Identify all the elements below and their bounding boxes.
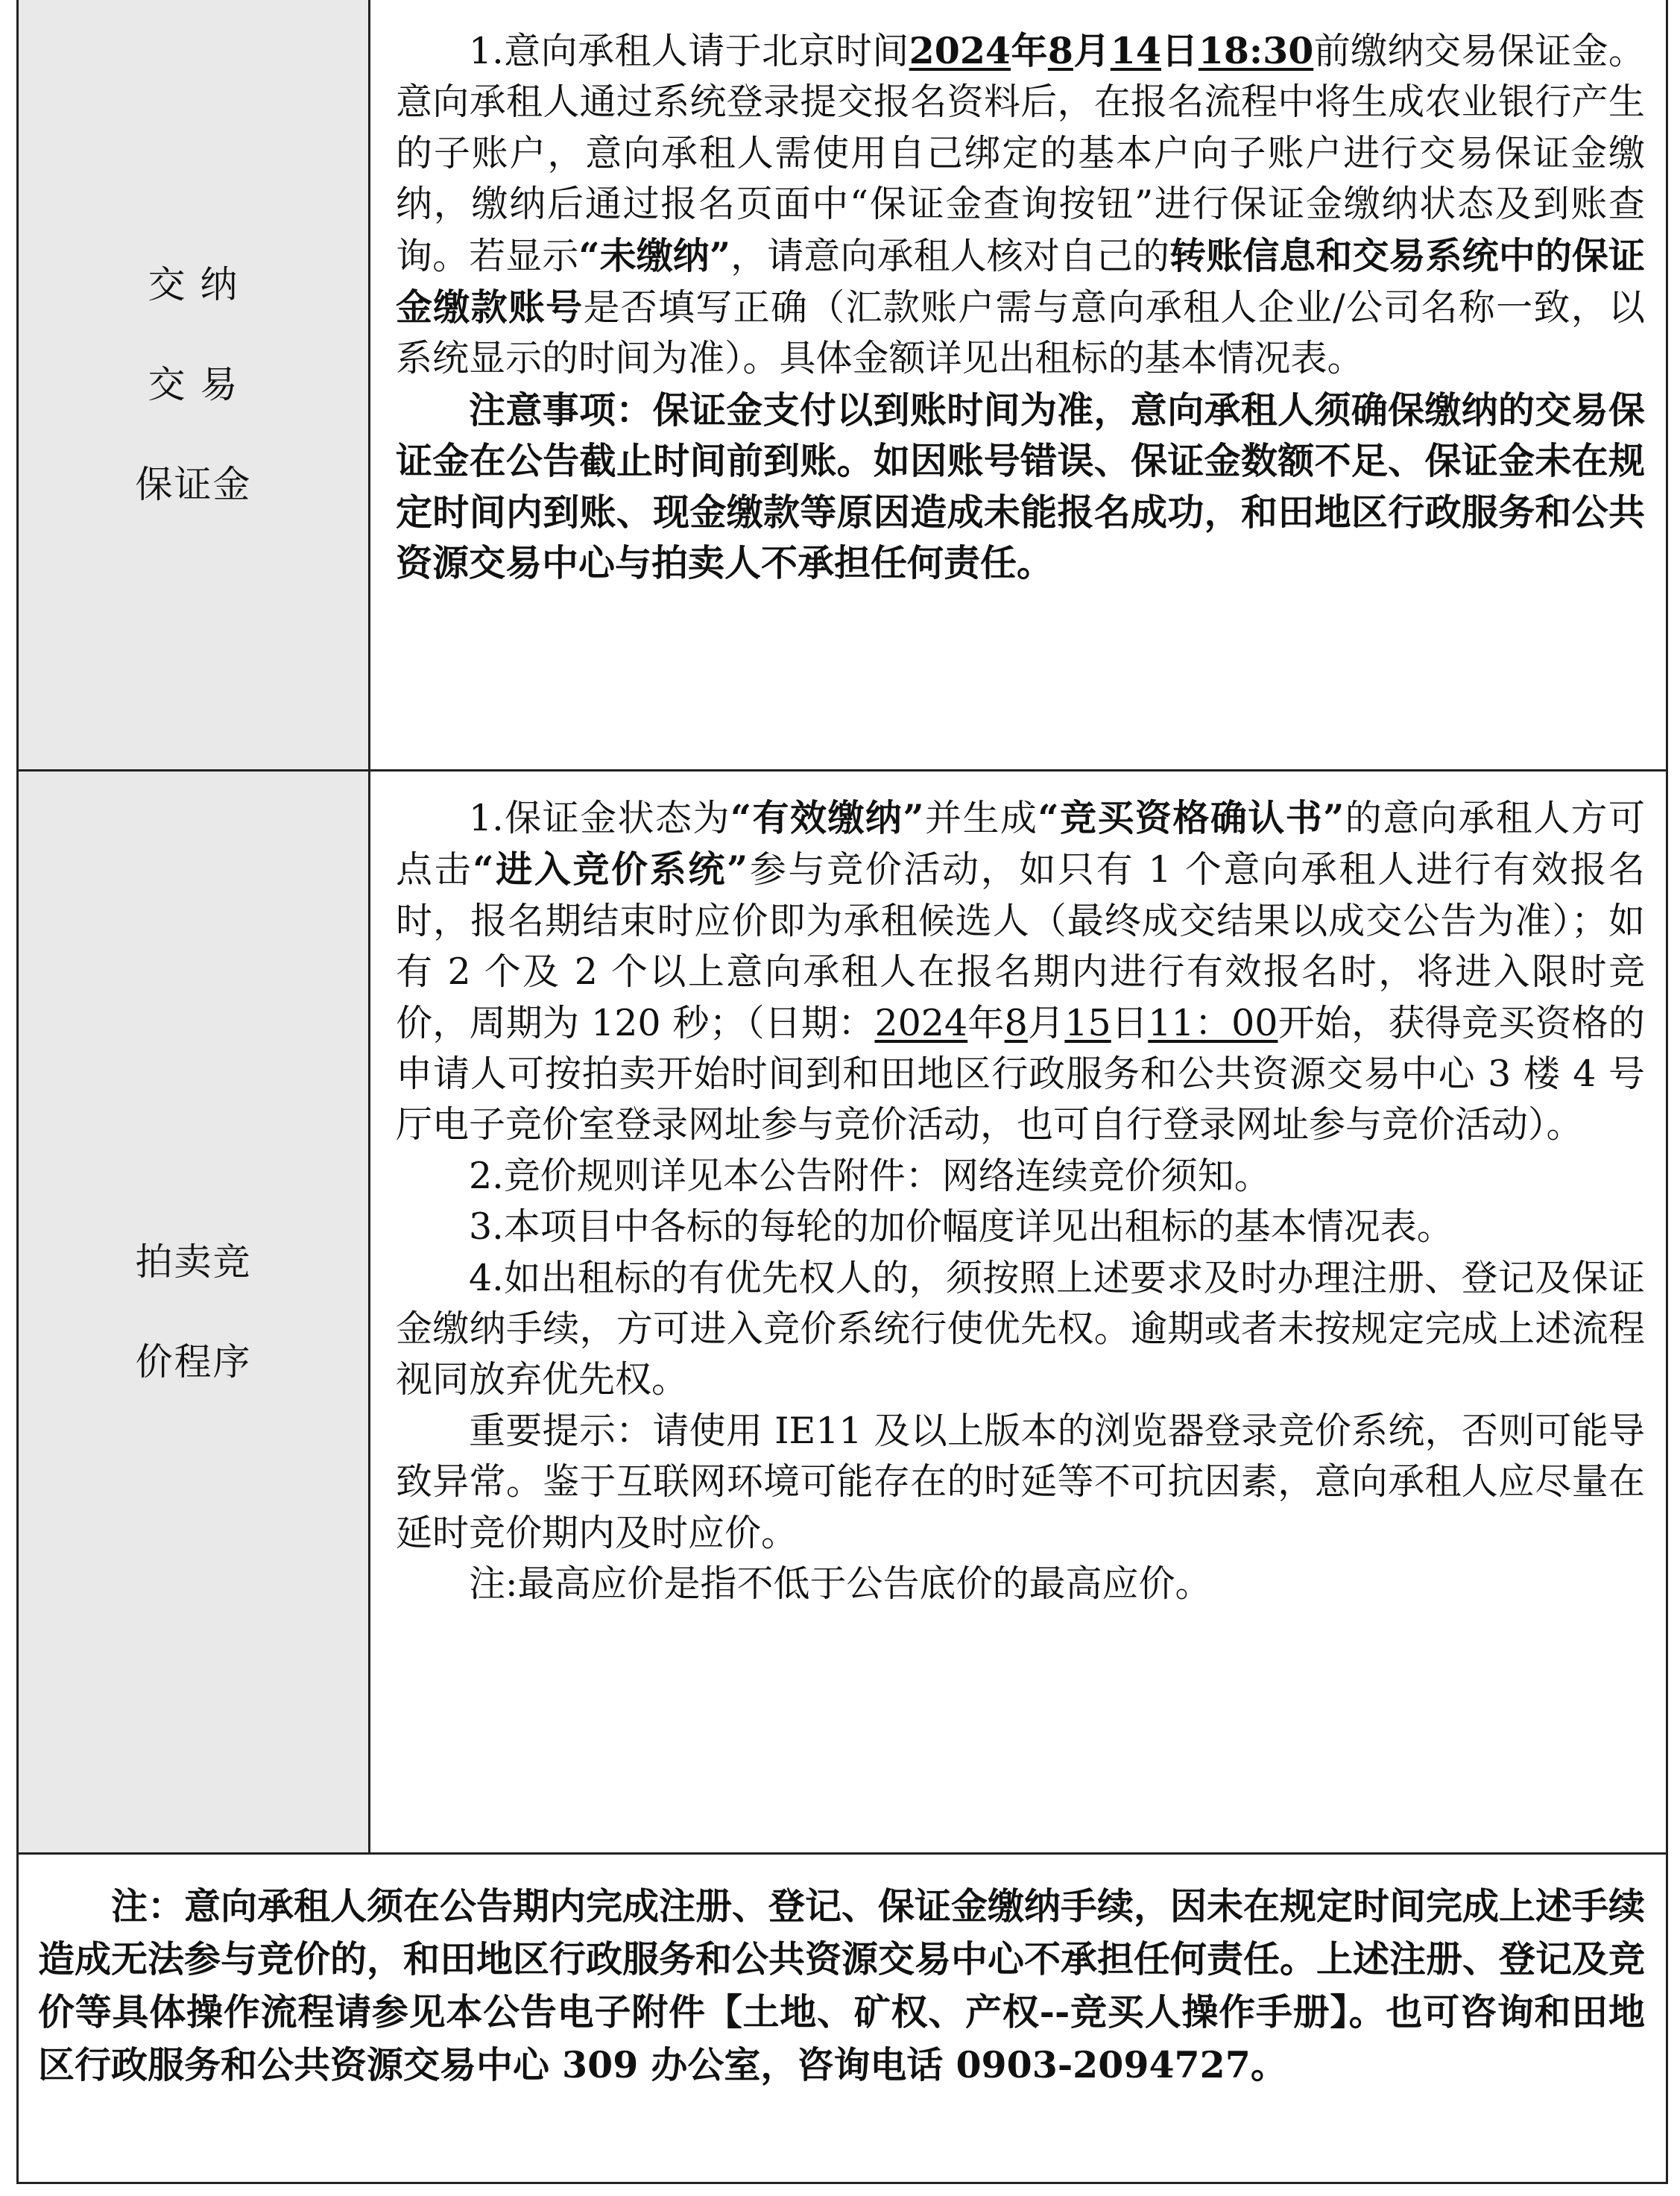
deadline-month-unit: 月	[1073, 29, 1111, 72]
auction-day-unit: 日	[1111, 1001, 1149, 1044]
status-unpaid: “未缴纳”	[578, 233, 731, 277]
deadline-year: 2024	[909, 29, 1011, 72]
text-segment: 的意向承租人方可点击	[396, 797, 1645, 892]
deposit-label-line-1: 交 纳	[148, 263, 239, 306]
text-segment: 1.保证金状态为	[469, 797, 730, 839]
deposit-label-line-3: 保证金	[135, 463, 252, 506]
text-segment: 前缴纳交易保证金。意向承租人通过系统登录提交报名资料后，在报名流程中将生成农业银行产生的子账户，意向承租人需使用自己绑定的基本户向子账户进行交易保证金缴纳，缴纳后通过报名页面中“保证金查询按钮”进行保证金缴纳状态及到账查询。若显示	[396, 30, 1645, 277]
auction-label-line-1: 拍卖竞	[135, 1240, 252, 1284]
auction-label-line-2: 价程序	[135, 1340, 252, 1383]
deposit-content-cell	[370, 0, 1666, 769]
deadline-year-unit: 年	[1011, 29, 1048, 72]
text-segment: 并生成	[923, 797, 1038, 839]
auction-label-cell	[19, 772, 370, 1852]
auction-paragraph-2: 2.竞价规则详见本公告附件：网络连续竞价须知。	[469, 1154, 1271, 1197]
auction-content-cell	[370, 772, 1666, 1852]
deposit-notice: 注意事项：保证金支付以到账时间为准，意向承租人须确保缴纳的交易保证金在公告截止时间前到账。如因账号错误、保证金数额不足、保证金未在规定时间内到账、现金缴款等原因造成未能报名成功，和田地区行政服务和公共资源交易中心与拍卖人不承担任何责任。	[396, 388, 1645, 585]
deadline-time: 18:30	[1198, 29, 1314, 72]
text-segment: 是否填写正确（汇款账户需与意向承租人企业/公司名称一致，以系统显示的时间为准）。具体金额详见出租标的基本情况表。	[396, 286, 1645, 380]
auction-year-unit: 年	[967, 1001, 1005, 1044]
footer-note: 注：意向承租人须在公告期内完成注册、登记、保证金缴纳手续，因未在规定时间完成上述手续造成无法参与竞价的，和田地区行政服务和公共资源交易中心不承担任何责任。上述注册、登记及竞价等具体操作流程请参见本公告电子附件【土地、矿权、产权--竞买人操作手册】。也可咨询和田地区行政服务和公共资源交易中心 309 办公室，咨询电话 0903-2094727。	[38, 1884, 1646, 2086]
auction-important-notice: 重要提示：请使用 IE11 及以上版本的浏览器登录竞价系统，否则可能导致异常。鉴于互联网环境可能存在的时延等不可抗因素，意向承租人应尽量在延时竞价期内及时应价。	[396, 1409, 1645, 1554]
deposit-row	[19, 0, 1666, 772]
deadline-day: 14	[1110, 29, 1161, 72]
auction-paragraph-1	[396, 792, 1645, 1151]
auction-time: 11：00	[1148, 1001, 1278, 1044]
deposit-label-cell	[19, 0, 370, 769]
auction-paragraph-3: 3.本项目中各标的每轮的加价幅度详见出租标的基本情况表。	[469, 1205, 1453, 1249]
auction-day: 15	[1064, 1001, 1111, 1044]
text-segment: 1.意向承租人请于北京时间	[469, 30, 909, 72]
announcement-table	[16, 0, 1668, 2184]
deadline-day-unit: 日	[1161, 29, 1199, 72]
deposit-paragraph-1	[396, 25, 1645, 385]
footer-cell	[19, 1855, 1666, 2182]
enter-bidding-system: “进入竞价系统”	[473, 848, 748, 892]
deadline-month: 8	[1047, 29, 1073, 72]
auction-note: 注:最高应价是指不低于公告底价的最高应价。	[469, 1562, 1212, 1606]
text-segment: ，请意向承租人核对自己的	[730, 234, 1170, 277]
auction-row	[19, 772, 1666, 1855]
deposit-label-line-2: 交 易	[148, 363, 239, 406]
status-valid: “有效缴纳”	[730, 796, 924, 839]
text-segment: 参与竞价活动，如只有 1 个意向承租人进行有效报名时，报名期结束时应价即为承租候选人（最终成交结果以成交公告为准）；如有 2 个及 2 个以上意向承租人在报名期内进行有效报名时，将进入限时竞价，周期为 120 秒；（日期：	[396, 848, 1645, 1044]
check-info-emphasis: 转账信息和交易系统中的保证金缴款账号	[396, 233, 1645, 329]
auction-month: 8	[1004, 1001, 1028, 1044]
auction-year: 2024	[874, 1001, 968, 1044]
auction-month-unit: 月	[1027, 1001, 1065, 1044]
text-segment: 开始，获得竞买资格的申请人可按拍卖开始时间到和田地区行政服务和公共资源交易中心 3 楼 4 号厅电子竞价室登录网址参与竞价活动，也可自行登录网址参与竞价活动）。	[396, 1001, 1645, 1146]
qualification-certificate: “竞买资格确认书”	[1038, 796, 1345, 839]
auction-paragraph-4: 4.如出租标的有优先权人的，须按照上述要求及时办理注册、登记及保证金缴纳手续，方可进入竞价系统行使优先权。逾期或者未按规定完成上述流程视同放弃优先权。	[396, 1256, 1645, 1401]
footer-row	[19, 1855, 1666, 2182]
